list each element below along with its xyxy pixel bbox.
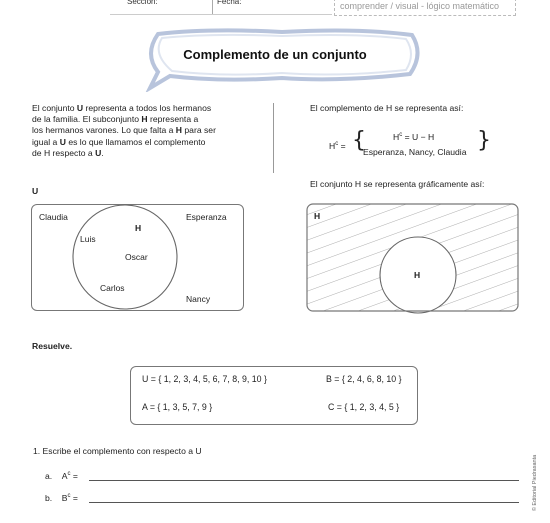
venn-name-claudia: Claudia (39, 212, 68, 222)
set-c: C = { 1, 2, 3, 4, 5 } (328, 402, 400, 412)
set-brace-open: { (352, 128, 366, 153)
answer-b-field[interactable] (89, 502, 519, 503)
hc-elements: Esperanza, Nancy, Claudia (363, 147, 467, 157)
set-brace-close: } (477, 128, 491, 153)
venn-name-nancy: Nancy (186, 294, 211, 304)
question-1: 1. Escribe el complemento con respecto a U (33, 446, 202, 456)
venn-right-h-label: H (414, 270, 421, 280)
answer-a-field[interactable] (89, 480, 519, 481)
intro-paragraph: El conjunto U representa a todos los hermanos de la familia. El subconjunto H representa a los hermanos varones. Lo que falta a H para ser igual a U es lo que llamamos el complemento de H respecto a U. (32, 103, 216, 158)
header-underline (110, 14, 332, 15)
answer-a-label: a. $A^c$ = (45, 471, 78, 481)
venn-name-carlos: Carlos (100, 283, 125, 293)
skills-tag: comprender / visual - lógico matemático (340, 1, 500, 11)
venn-left-h-label: H (135, 223, 142, 233)
venn-name-esperanza: Esperanza (186, 212, 227, 222)
fecha-label: Fecha: (217, 0, 242, 6)
answer-b-label: b. $B^c$ = (45, 493, 78, 503)
complement-text: El complemento de H se representa así: (310, 103, 464, 113)
publisher-credit: © Editorial Piedrasanta (532, 454, 538, 512)
header-bar (0, 0, 550, 16)
set-b: B = { 2, 4, 6, 8, 10 } (326, 374, 402, 384)
column-divider (273, 103, 274, 173)
venn-name-luis: Luis (80, 234, 96, 244)
hc-formula: $H^c = U - H$ (393, 132, 435, 142)
set-a: A = { 1, 3, 5, 7, 9 } (142, 402, 213, 412)
set-u: U = { 1, 2, 3, 4, 5, 6, 7, 8, 9, 10 } (142, 374, 267, 384)
venn-name-oscar: Oscar (125, 252, 148, 262)
venn-right-universe-label: H (314, 211, 321, 221)
graph-text: El conjunto H se representa gráficamente así: (310, 179, 485, 189)
page-title: Complemento de un conjunto (183, 47, 367, 62)
venn-right-diagram (306, 202, 520, 314)
seccion-label: Sección: (127, 0, 158, 6)
venn-left-universe-label: U (32, 186, 39, 196)
header-divider (212, 0, 213, 14)
hc-label: $H^c$ = (329, 141, 346, 151)
resuelve-heading: Resuelve. (32, 341, 73, 351)
